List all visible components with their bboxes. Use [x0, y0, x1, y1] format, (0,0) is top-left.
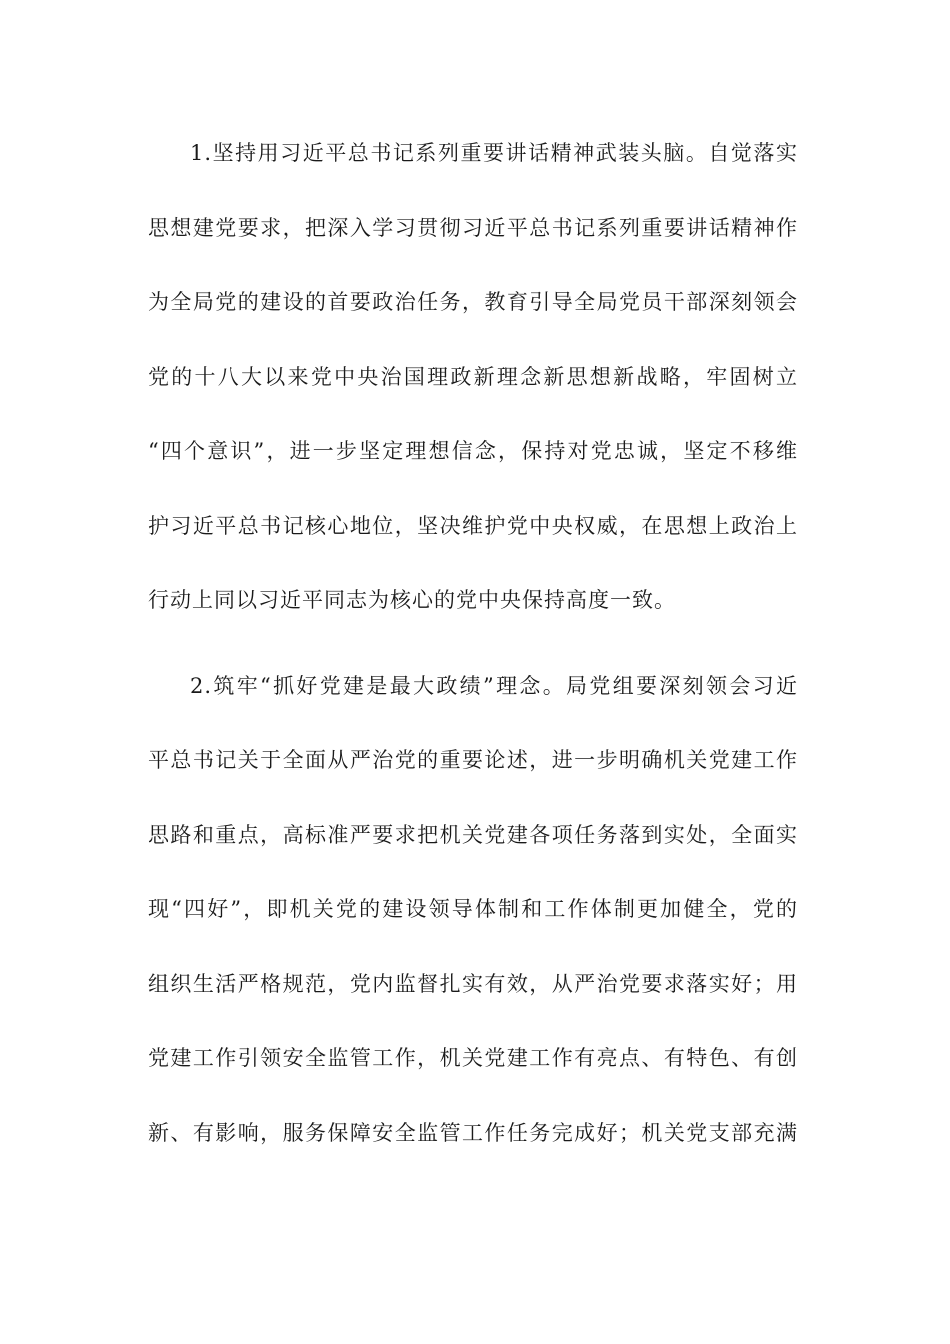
- paragraph-2-line-7: 新、有影响，服务保障安全监管工作任务完成好；机关党支部充满: [148, 1121, 798, 1145]
- paragraph-2-line-6: 党建工作引领安全监管工作，机关党建工作有亮点、有特色、有创: [148, 1046, 798, 1070]
- paragraph-2-line-5: 组织生活严格规范，党内监督扎实有效，从严治党要求落实好；用: [148, 972, 798, 996]
- paragraph-1-line-7: 行动上同以习近平同志为核心的党中央保持高度一致。: [148, 588, 676, 612]
- paragraph-1-line-4: 党的十八大以来党中央治国理政新理念新思想新战略，牢固树立: [148, 365, 798, 389]
- paragraph-1-line-3: 为全局党的建设的首要政治任务，教育引导全局党员干部深刻领会: [148, 290, 798, 314]
- paragraph-2-line-2: 平总书记关于全面从严治党的重要论述，进一步明确机关党建工作: [148, 748, 798, 772]
- paragraph-2-line-3: 思路和重点，高标准严要求把机关党建各项任务落到实处，全面实: [148, 823, 798, 847]
- paragraph-1-line-2: 思想建党要求，把深入学习贯彻习近平总书记系列重要讲话精神作: [148, 216, 798, 240]
- paragraph-1-line-5: “四个意识”，进一步坚定理想信念，保持对党忠诚，坚定不移维: [148, 439, 798, 463]
- paragraph-2-line-4: 现“四好”，即机关党的建设领导体制和工作体制更加健全，党的: [148, 897, 798, 921]
- paragraph-1-line-6: 护习近平总书记核心地位，坚决维护党中央权威，在思想上政治上: [148, 514, 798, 538]
- paragraph-1-line-1: 1.坚持用习近平总书记系列重要讲话精神武装头脑。自觉落实: [190, 141, 798, 165]
- paragraph-2-line-1: 2.筑牢“抓好党建是最大政绩”理念。局党组要深刻领会习近: [190, 674, 798, 698]
